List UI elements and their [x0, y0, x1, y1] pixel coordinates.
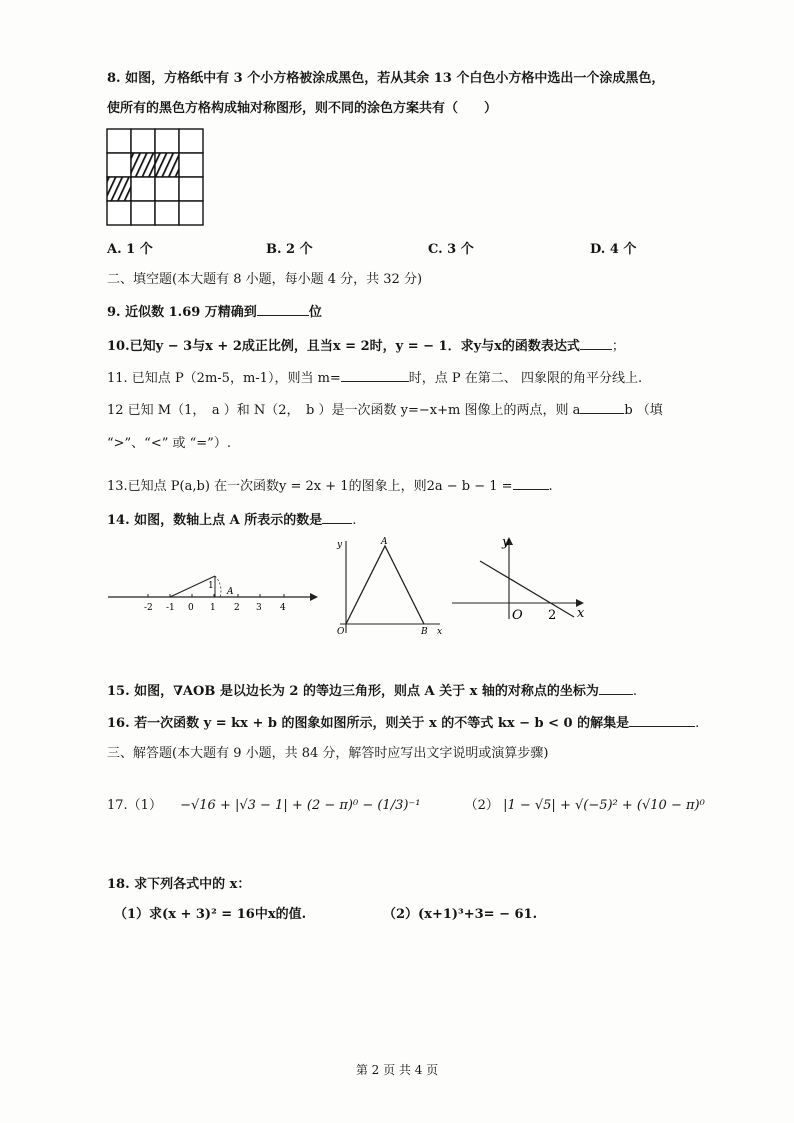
q10-post: ；: [611, 339, 625, 354]
q14-text: 14. 如图，数轴上点 A 所表示的数是: [107, 513, 323, 528]
q9-post: 位: [308, 305, 322, 320]
tri-apex-label: A: [381, 537, 388, 547]
lin-y-label: y: [502, 535, 510, 550]
tri-x-label: x: [437, 627, 443, 637]
q8-option-d: D. 4 个: [590, 242, 637, 257]
q8-option-a: A. 1 个: [107, 242, 153, 257]
grid-cell-shaded: [131, 153, 155, 177]
q12-line1: [107, 401, 663, 420]
grid-cell: [107, 129, 131, 153]
fig-linear-function: [450, 533, 590, 623]
q11-blank: [341, 369, 409, 382]
q11: [107, 369, 642, 388]
grid-cell: [107, 201, 131, 225]
lin-intercept-label: 2: [548, 608, 557, 623]
tri-origin-label: O: [337, 627, 345, 637]
q17: [107, 797, 705, 815]
q13-post: .: [548, 479, 553, 494]
q14-post: .: [352, 513, 357, 528]
grid-cell: [131, 201, 155, 225]
q12-post: b （填: [624, 403, 663, 418]
grid-cell: [179, 153, 203, 177]
q14: [107, 511, 356, 530]
q10: [107, 337, 625, 356]
q8-line1: 8. 如图，方格纸中有 3 个小方格被涂成黑色，若从其余 13 个白色小方格中选出一个涂成黑色，: [107, 71, 665, 86]
grid-cell: [179, 201, 203, 225]
grid-cell-shaded: [155, 153, 179, 177]
q13-text: 13.已知点 P(a,b) 在一次函数y = 2x + 1的图象上，则2a − b − 1 =: [107, 479, 513, 494]
q8-option-b: B. 2 个: [266, 242, 313, 257]
grid-cell: [155, 201, 179, 225]
q17-part2: |1 − √5| + √(−5)² + (√10 − π)⁰: [503, 798, 705, 813]
section3-heading: 三、解答题(本大题有 9 小题，共 84 分，解答时应写出文字说明或演算步骤): [107, 746, 549, 761]
q13: [107, 477, 553, 496]
q16-text: 16. 若一次函数 y = kx + b 的图象如图所示，则关于 x 的不等式 kx − b < 0 的解集是: [107, 716, 630, 731]
nl-tick-label: 1: [210, 603, 216, 613]
nl-tick-label: 3: [256, 603, 262, 613]
grid-cell: [155, 129, 179, 153]
nl-point-label: A: [227, 587, 234, 597]
q18-part1: （1）求(x + 3)² = 16中x的值.: [114, 907, 307, 922]
q15-post: .: [632, 684, 638, 699]
q18-part2: （2）(x+1)³+3= − 61.: [383, 907, 538, 922]
q18-title: 18. 求下列各式中的 x：: [107, 877, 251, 892]
q10-blank: [580, 337, 612, 350]
grid-cell: [179, 177, 203, 201]
lin-origin-label: O: [512, 608, 523, 623]
q9-blank: [257, 303, 309, 316]
q9: [107, 303, 322, 322]
q15-blank: [599, 682, 633, 695]
fig-triangle: [330, 535, 445, 640]
q17-part1: −√16 + |√3 − 1| + (2 − π)⁰ − (1/3)⁻¹: [180, 798, 421, 813]
section2-heading: 二、填空题(本大题有 8 小题，每小题 4 分，共 32 分): [107, 272, 423, 287]
q9-text: 9. 近似数 1.69 万精确到: [107, 305, 257, 320]
lin-x-label: x: [577, 606, 585, 621]
q12-blank: [580, 401, 624, 414]
q8-option-c: C. 3 个: [428, 242, 474, 257]
q16: [107, 714, 699, 733]
grid-cell-shaded: [107, 177, 131, 201]
grid-cell: [131, 177, 155, 201]
nl-tick-label: -1: [166, 603, 175, 613]
page-footer: 第 2 页 共 4 页: [355, 1063, 439, 1077]
q14-blank: [322, 511, 352, 524]
q10-text: 10.已知y − 3与x + 2成正比例，且当x = 2时，y = − 1．求y与x的函数表达式: [107, 339, 580, 354]
q8-grid-figure: [105, 127, 205, 227]
fig-number-line: [108, 560, 323, 620]
grid-cell: [107, 153, 131, 177]
nl-tick-label: 0: [188, 603, 194, 613]
q11-text: 11. 已知点 P（2m-5，m-1），则当 m=: [107, 371, 341, 386]
q11-post: 时，点 P 在第二、 四象限的角平分线上.: [408, 371, 643, 386]
q15-text: 15. 如图，∇AOB 是以边长为 2 的等边三角形，则点 A 关于 x 轴的对称点的坐标为: [107, 684, 599, 699]
q12-line2: “>”、“<” 或 “=”）.: [107, 436, 231, 451]
tri-b-label: B: [421, 627, 428, 637]
nl-height-label: 1: [208, 581, 214, 591]
q15: [107, 682, 637, 701]
q8-line2: 使所有的黑色方格构成轴对称图形，则不同的涂色方案共有（ ）: [107, 101, 498, 116]
tri-y-label: y: [337, 540, 343, 550]
q16-blank: [629, 714, 695, 727]
nl-tick-label: 2: [234, 603, 240, 613]
grid-cell: [179, 129, 203, 153]
grid-cell: [155, 177, 179, 201]
nl-tick-label: 4: [280, 603, 286, 613]
grid-cell: [131, 129, 155, 153]
q17-label2: （2）: [464, 798, 499, 813]
q12-text: 12 已知 M（1， a ）和 N（2， b ）是一次函数 y=−x+m 图像上的两点，则 a: [107, 403, 581, 418]
q13-blank: [513, 477, 549, 490]
q17-label: 17.（1）: [107, 798, 162, 813]
nl-tick-label: -2: [144, 603, 153, 613]
q16-post: .: [695, 716, 700, 731]
